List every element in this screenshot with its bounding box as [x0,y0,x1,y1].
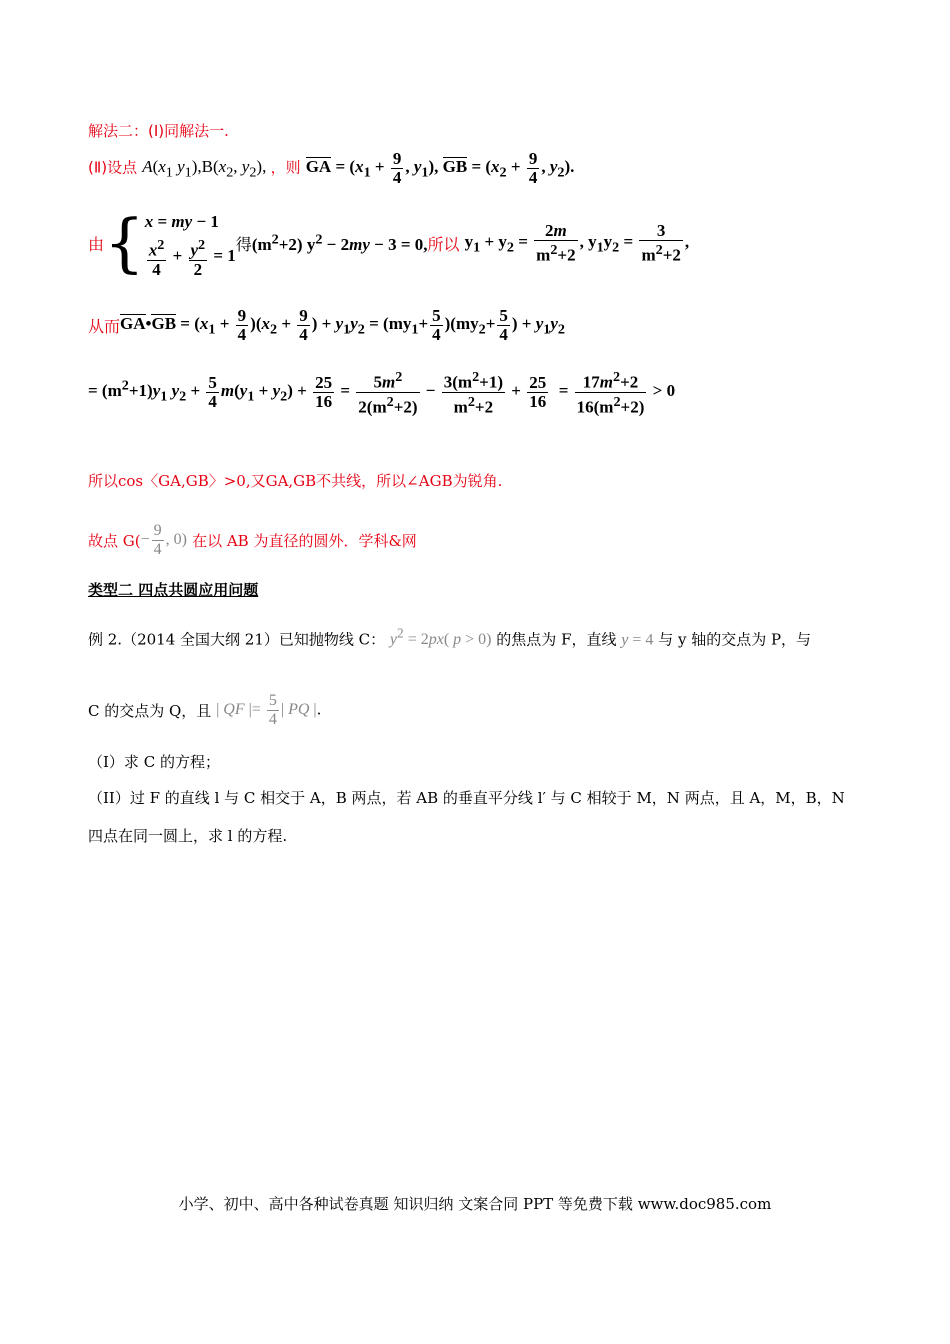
vectors-def: GA = ($x_1$ + $\frac{9}{4}$ , $y_1$), GB = ($x_2$ + $\frac{9}{4}$ , $y_2$). [305,149,575,187]
system-so: 所以 [427,234,460,254]
conclusion-prefix: 故点 G( [88,532,141,550]
question-2-cont: 四点在同一圆上，求 l 的方程. [88,827,288,845]
part2-then: ，则 [270,158,301,177]
question-1: （I）求 C 的方程； [88,753,220,771]
thus-label: 从而 [88,317,121,336]
cos-line: 所以cos〈GA,GB〉>0,又GA,GB不共线，所以∠AGB为锐角. [88,472,503,490]
example-intro: 例 2.（2014 全国大纲 21）已知抛物线 C： [88,630,386,649]
system-equations: x = my − 1 $\frac{x^2}{4}$ + $\frac{y^2}{2}$ = 1 [144,212,236,279]
conclusion-suffix: 在以 AB 为直径的圆外．学科&网 [192,532,417,550]
part2-line [88,150,574,187]
system-line: 由{ x = my − 1 $\frac{x^2}{4}$ + $\frac{y^2}{2}$ = 1 得$(m^2+2) y^2 - 2my - 3 = 0$,所以 $y_1 + y_2$ = $\frac{2m}{m^2+2}$ , $y_1y_2$ = $\frac{3}{m^2+2}$ , [88,206,690,281]
system-prefix: 由 [88,234,105,254]
example-mid1: 的焦点为 F，直线 [496,630,617,649]
page-footer: 小学、初中、高中各种试卷真题 知识归纳 文案合同 PPT 等免费下载 www.doc985.com [178,1195,772,1213]
system-get: 得 [235,234,252,254]
points-ab: $A(x_1$ $y_1),B(x_2$, $y_2$), [142,157,271,181]
example-line2-a: C 的交点为 Q，且 [88,702,212,720]
example-line-1: 例 2.（2014 全国大纲 21）已知抛物线 C： $y^2 = 2px$( p > 0) 的焦点为 F，直线 y = 4 与 y 轴的交点为 P，与 [88,626,812,649]
example-line-2: C 的交点为 Q，且 | QF |= $\frac{5}{4}$ | PQ |. [88,692,322,728]
type2-heading: 类型二 四点共圆应用问题 [88,581,259,599]
solution2-title: 解法二：(Ⅰ)同解法一. [88,122,229,140]
question-2: （II）过 F 的直线 l 与 C 相交于 A，B 两点，若 AB 的垂直平分线 l′ 与 C 相较于 M，N 两点，且 A，M，B，N [88,789,845,807]
expansion-line: = $(m^2+1)y_1$ $y_2$ + $\frac{5}{4}$ $m(y_1 + y_2)$ + $\frac{25}{16}$ = $\frac{5m^2}{2(m^2+2)}$ − $\frac{3(m^2+1)}{m^2+2}$ + $\frac{25}{16}$ = $\frac{17m^2+2}{16(m^2+2)}$ > 0 [88,369,676,417]
example-mid2: 与 y 轴的交点为 P，与 [658,630,812,649]
part2-prefix: (Ⅱ)设点 [88,158,138,177]
conclusion-line: 故点 G(− $\frac{9}{4}$ , 0) 在以 AB 为直径的圆外．学科&网 [88,522,417,558]
brace-icon: { [104,206,145,281]
dot-product-line: 从而GA•GB = ($x_1$ + $\frac{9}{4}$ )($x_2$ + $\frac{9}{4}$ ) + $y_1y_2 = (my_1+$ $\frac{5}{4}$ )($my_2+$ $\frac{5}{4}$ ) + $y_1y_2$ [88,306,565,344]
